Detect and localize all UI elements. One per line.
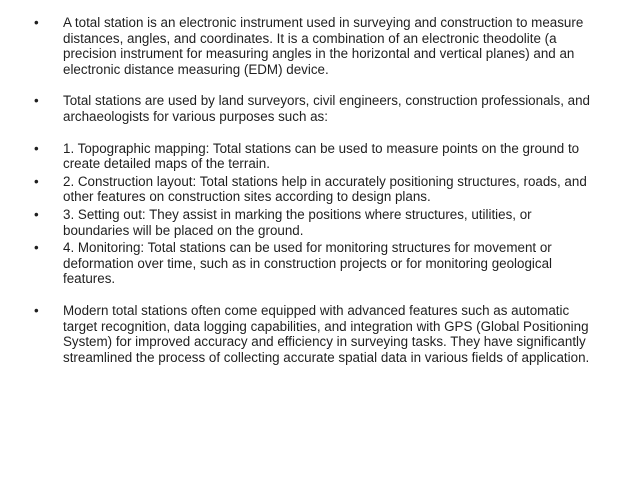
bullet-text: Total stations are used by land surveyors, civil engineers, construction professionals, and archaeologists for various purposes such as:	[63, 93, 590, 124]
bullet-text: 4. Monitoring: Total stations can be used for monitoring structures for movement or deformation over time, such as in construction projects or for monitoring geological features.	[63, 240, 552, 287]
bullet-list	[34, 15, 594, 365]
bullet-text: 3. Setting out: They assist in marking the positions where structures, utilities, or boundaries will be placed on the ground.	[63, 206, 532, 238]
bullet-item-users	[34, 93, 594, 124]
bullet-item-modern-features	[34, 303, 594, 365]
bullet-item-setting-out	[34, 207, 594, 238]
bullet-dot-icon: •	[34, 206, 39, 222]
bullet-item-monitoring	[34, 240, 594, 287]
bullet-dot-icon: •	[34, 240, 39, 256]
bullet-item-construction-layout	[34, 174, 594, 205]
bullet-text: 1. Topographic mapping: Total stations can be used to measure points on the ground to create detailed maps of the terrain.	[63, 140, 580, 172]
bullet-text: Modern total stations often come equipped with advanced features such as automatic target recognition, data logging capabilities, and integration with GPS (Global Positioning System) for improved accuracy and efficiency in surveying tasks. They have significantly streamlined the process of collecting accurate spatial data in various fields of application.	[63, 302, 590, 365]
bullet-dot-icon: •	[34, 93, 39, 109]
bullet-item-definition	[34, 15, 594, 77]
bullet-dot-icon: •	[34, 140, 39, 156]
bullet-dot-icon: •	[34, 302, 39, 318]
bullet-item-topographic-mapping	[34, 141, 594, 172]
bullet-text: A total station is an electronic instrument used in surveying and construction to measure distances, angles, and coordinates. It is a combination of an electronic theodolite (a precision instrument for measuring angles in the horizontal and vertical planes) and an electronic distance measuring (EDM) device.	[63, 15, 584, 77]
bullet-text: 2. Construction layout: Total stations help in accurately positioning structures, roads, and other features on construction sites according to design plans.	[63, 173, 587, 205]
bullet-dot-icon: •	[34, 15, 39, 30]
bullet-dot-icon: •	[34, 173, 39, 189]
